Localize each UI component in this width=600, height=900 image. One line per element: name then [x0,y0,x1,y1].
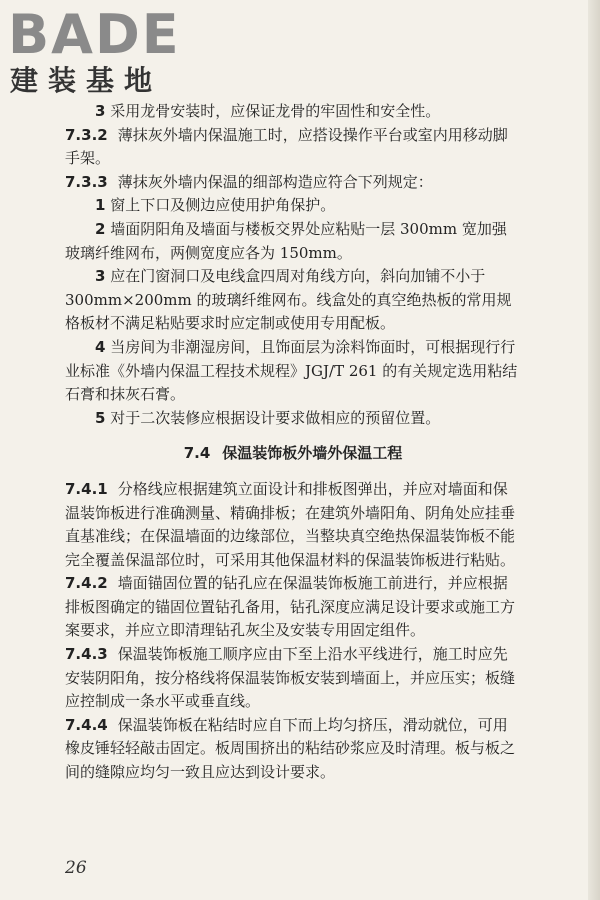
list-item: 2 墙面阴阳角及墙面与楼板交界处应粘贴一层 300mm 宽加强玻璃纤维网布，两侧宽度应各为 150mm。 [65,219,507,262]
clause-7-3-2: 7.3.2 薄抹灰外墙内保温施工时，应搭设操作平台或室内用移动脚手架。 [65,125,508,168]
list-item: 1 窗上下口及侧边应使用护角保护。 [95,196,336,215]
page-number: 26 [65,858,87,878]
scan-edge [588,0,600,900]
clause-7-4-2: 7.4.2 墙面锚固位置的钻孔应在保温装饰板施工前进行，并应根据排板图确定的锚固位置钻孔备用，钻孔深度应满足设计要求或施工方案要求，并应立即清理钻孔灰尘及安装专用固定组件。 [65,574,516,640]
list-item: 5 对于二次装修应根据设计要求做相应的预留位置。 [95,408,441,427]
clause-7-3-3: 7.3.3 薄抹灰外墙内保温的细部构造应符合下列规定： [65,172,433,191]
clause-7-4-1: 7.4.1 分格线应根据建筑立面设计和排板图弹出，并应对墙面和保温装饰板进行准确测量、精确排板；在建筑外墙阳角、阴角处应挂垂直基准线；在保温墙面的边缘部位，当整块真空绝热保温装饰板不能完全覆盖保温部位时，可采用其他保温材料的保温装饰板进行粘贴。 [65,479,516,569]
list-item: 3 应在门窗洞口及电线盒四周对角线方向，斜向加铺不小于 300mm×200mm 的玻璃纤维网布。线盒处的真空绝热板的常用规格板材不满足粘贴要求时应定制或使用专用配板。 [65,267,512,333]
logo-wordmark: BADE [8,3,181,66]
clause-7-4-4: 7.4.4 保温装饰板在粘结时应自下而上均匀挤压，滑动就位，可用橡皮锤轻轻敲击固定。板周围挤出的粘结砂浆应及时清理。板与板之间的缝隙应均匀一致且应达到设计要求。 [65,715,516,782]
list-item: 4 当房间为非潮湿房间，且饰面层为涂料饰面时，可根据现行行业标准《外墙内保温工程技术规程》JGJ/T 261 的有关规定选用粘结石膏和抹灰石膏。 [65,337,518,404]
list-item: 3 采用龙骨安装时，应保证龙骨的牢固性和安全性。 [95,102,441,120]
section-heading: 7.4 保温装饰板外墙外保温工程 [183,444,403,463]
page-content [65,100,521,785]
watermark-logo [8,3,181,98]
logo-subtitle: 建装基地 [10,64,163,97]
clause-7-4-3: 7.4.3 保温装饰板施工顺序应由下至上沿水平线进行，施工时应先安装阴阳角，按分格线将保温装饰板安装到墙面上，并应压实；板缝应控制成一条水平或垂直线。 [65,645,516,711]
